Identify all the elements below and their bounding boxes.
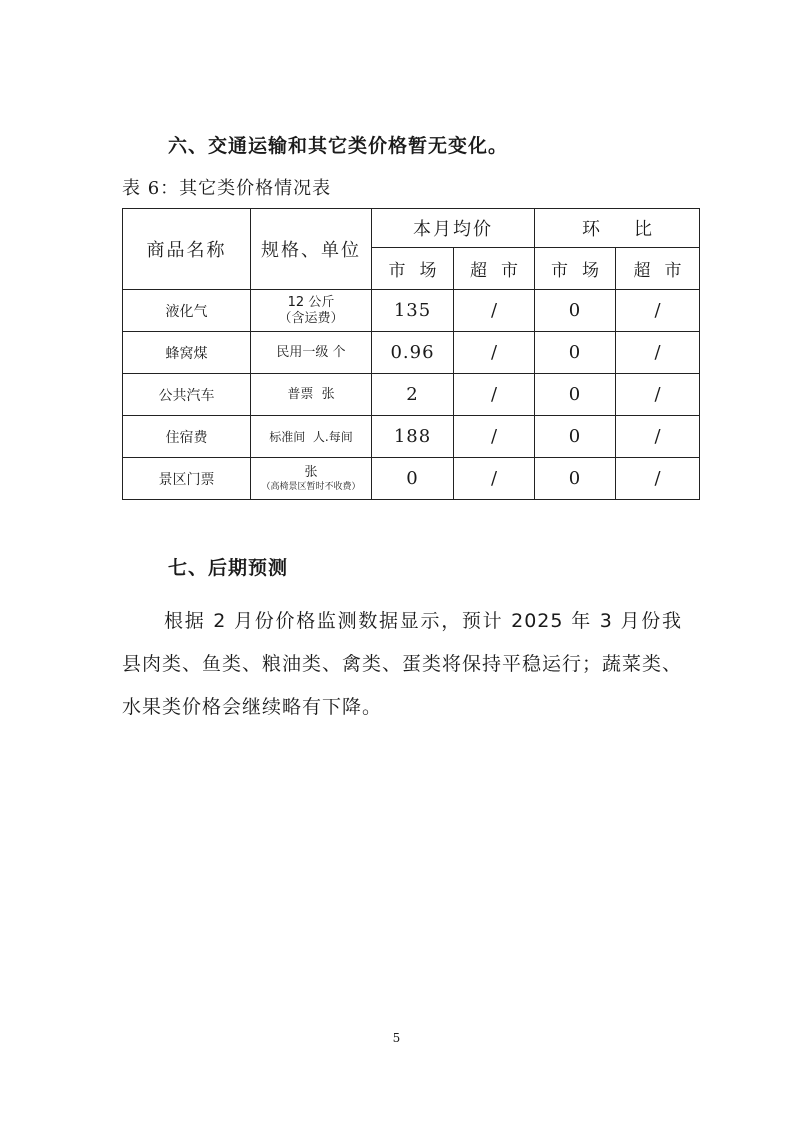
cell-spec — [251, 290, 372, 332]
cell-name: 液化气 — [123, 290, 251, 332]
cell-avg-market: 135 — [372, 290, 454, 332]
header-name: 商品名称 — [123, 209, 251, 290]
header-mom-super: 超市 — [616, 248, 700, 290]
cell-mom-super: / — [616, 374, 700, 416]
cell-name: 蜂窝煤 — [123, 332, 251, 374]
table-row — [123, 374, 700, 416]
header-avg-market: 市场 — [372, 248, 454, 290]
cell-name: 公共汽车 — [123, 374, 251, 416]
header-mom-market: 市场 — [535, 248, 616, 290]
spec-main: 12 公斤 — [287, 294, 335, 310]
cell-spec — [251, 458, 372, 500]
cell-spec: 民用一级 个 — [251, 332, 372, 374]
table-row — [123, 458, 700, 500]
cell-avg-market: 2 — [372, 374, 454, 416]
cell-avg-super: / — [454, 416, 535, 458]
cell-avg-super: / — [454, 458, 535, 500]
cell-mom-market: 0 — [535, 416, 616, 458]
page-number: 5 — [392, 1031, 401, 1045]
header-spec: 规格、单位 — [251, 209, 372, 290]
cell-mom-market: 0 — [535, 290, 616, 332]
cell-name: 景区门票 — [123, 458, 251, 500]
cell-spec: 普票 张 — [251, 374, 372, 416]
cell-avg-super: / — [454, 290, 535, 332]
spec-main: 张 — [304, 464, 318, 480]
table-caption: 表 6：其它类价格情况表 — [122, 178, 332, 199]
cell-name: 住宿费 — [123, 416, 251, 458]
header-avg-super: 超市 — [454, 248, 535, 290]
table-header-row — [123, 209, 700, 248]
header-monthly-avg: 本月均价 — [372, 209, 535, 248]
section-heading-7: 七、后期预测 — [168, 557, 289, 579]
cell-avg-market: 0.96 — [372, 332, 454, 374]
spec-note: （含运费） — [278, 310, 344, 326]
section-heading-6: 六、交通运输和其它类价格暂无变化。 — [168, 135, 509, 157]
table-row — [123, 332, 700, 374]
forecast-paragraph: 根据 2 月份价格监测数据显示，预计 2025 年 3 月份我县肉类、鱼类、粮油类、禽类、蛋类将保持平稳运行；蔬菜类、水果类价格会继续略有下降。 — [122, 610, 683, 718]
header-mom: 环比 — [535, 209, 700, 248]
cell-mom-market: 0 — [535, 458, 616, 500]
cell-mom-super: / — [616, 332, 700, 374]
cell-mom-market: 0 — [535, 332, 616, 374]
cell-avg-super: / — [454, 332, 535, 374]
cell-spec: 标准间 人.每间 — [251, 416, 372, 458]
cell-avg-super: / — [454, 374, 535, 416]
table-row — [123, 416, 700, 458]
table-row — [123, 290, 700, 332]
cell-mom-super: / — [616, 416, 700, 458]
cell-mom-super: / — [616, 290, 700, 332]
cell-avg-market: 0 — [372, 458, 454, 500]
cell-avg-market: 188 — [372, 416, 454, 458]
price-table — [122, 208, 700, 500]
spec-note: （高椅景区暂时不收费） — [261, 481, 361, 492]
cell-mom-market: 0 — [535, 374, 616, 416]
cell-mom-super: / — [616, 458, 700, 500]
